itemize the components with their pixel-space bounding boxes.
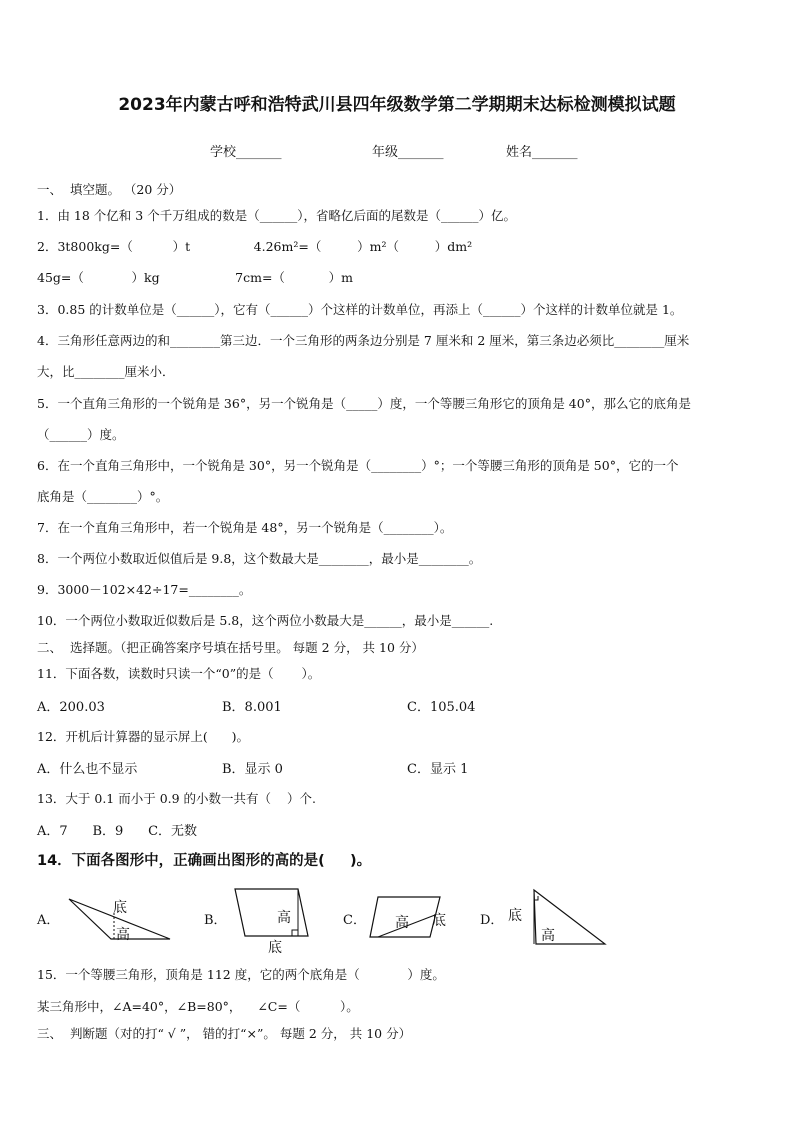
- q14-option-a-label: A．: [37, 913, 60, 928]
- question-3: 3．0.85 的计数单位是（______），它有（______）个这样的计数单位，再添上（______）个这样的计数单位就是 1。: [37, 302, 683, 317]
- q14-option-d-label: D．: [480, 913, 504, 928]
- grade-field: 年级_______: [372, 145, 444, 160]
- q14-c-height-label: 高: [395, 915, 409, 931]
- question-2-cont: 45g=（ ）kg 7cm=（ ）m: [37, 270, 353, 285]
- q14-figure-a: [66, 893, 176, 945]
- q14-a-height-label: 高: [116, 927, 130, 943]
- q14-d-base-label: 底: [508, 908, 522, 924]
- q11-option-a: A．200.03: [37, 700, 105, 715]
- question-4-cont: 大，比________厘米小．: [37, 364, 175, 379]
- question-13: 13．大于 0.1 而小于 0.9 的小数一共有（ ）个.: [37, 791, 316, 806]
- q14-d-height-label: 高: [541, 928, 555, 944]
- question-10: 10．一个两位小数取近似数后是 5.8，这个两位小数最大是______，最小是______.: [37, 613, 494, 628]
- q14-b-base-label: 底: [268, 940, 282, 956]
- q12-option-b: B．显示 0: [222, 762, 283, 777]
- student-info-row: [0, 141, 794, 161]
- q12-option-c: C．显示 1: [407, 762, 469, 777]
- q13-options: A．7 B．9 C．无数: [37, 824, 198, 839]
- question-6: 6．在一个直角三角形中，一个锐角是 30°，另一个锐角是（________）°；一个等腰三角形的顶角是 50°，它的一个: [37, 458, 679, 473]
- q11-option-b: B．8.001: [222, 700, 282, 715]
- question-11: 11．下面各数，读数时只读一个“0”的是（ ）。: [37, 666, 321, 681]
- question-5-cont: （______）度。: [37, 427, 125, 442]
- question-8: 8．一个两位小数取近似值后是 9.8，这个数最大是________，最小是________。: [37, 551, 482, 566]
- question-2: 2．3t800kg=（ ）t 4.26m²=（ ）m²（ ）dm²: [37, 239, 473, 254]
- section-3-heading: 三、 判断题（对的打“ √ ”， 错的打“×”。 每题 2 分， 共 10 分）: [37, 1026, 412, 1041]
- section-1-heading: 一、 填空题。 （20 分）: [37, 182, 182, 197]
- question-1: 1．由 18 个亿和 3 个千万组成的数是（______），省略亿后面的尾数是（______）亿。: [37, 208, 516, 223]
- q14-c-base-label: 底: [432, 913, 446, 929]
- question-14: 14．下面各图形中，正确画出图形的高的是( )。: [37, 853, 372, 869]
- q12-option-a: A．什么也不显示: [37, 762, 138, 777]
- question-12: 12．开机后计算器的显示屏上( )。: [37, 729, 250, 744]
- question-9: 9．3000－102×42÷17=________。: [37, 582, 252, 597]
- q14-figure-b: [232, 886, 317, 956]
- name-field: 姓名_______: [506, 145, 578, 160]
- question-7: 7．在一个直角三角形中，若一个锐角是 48°，另一个锐角是（________）。: [37, 520, 453, 535]
- question-4: 4．三角形任意两边的和________第三边．一个三角形的两条边分别是 7 厘米和 2 厘米，第三条边必须比________厘米: [37, 333, 690, 348]
- question-15-cont: 某三角形中，∠A=40°，∠B=80°， ∠C=（ ）。: [37, 999, 359, 1014]
- q14-a-base-label: 底: [113, 900, 127, 916]
- q14-figure-d: [508, 884, 608, 948]
- q14-figure-c: [368, 893, 458, 943]
- section-2-heading: 二、 选择题。（把正确答案序号填在括号里。 每题 2 分， 共 10 分）: [37, 640, 424, 655]
- q11-option-c: C．105.04: [407, 700, 476, 715]
- q14-option-b-label: B．: [204, 913, 227, 928]
- q14-b-height-label: 高: [277, 910, 291, 926]
- school-field: 学校_______: [210, 145, 282, 160]
- question-6-cont: 底角是（________）°。: [37, 489, 169, 504]
- question-5: 5．一个直角三角形的一个锐角是 36°，另一个锐角是（_____）度，一个等腰三角形它的顶角是 40°，那么它的底角是: [37, 396, 691, 411]
- question-15: 15．一个等腰三角形，顶角是 112 度，它的两个底角是（ ）度。: [37, 967, 445, 982]
- page-title: 2023年内蒙古呼和浩特武川县四年级数学第二学期期末达标检测模拟试题: [118, 95, 676, 115]
- q14-option-c-label: C．: [343, 913, 366, 928]
